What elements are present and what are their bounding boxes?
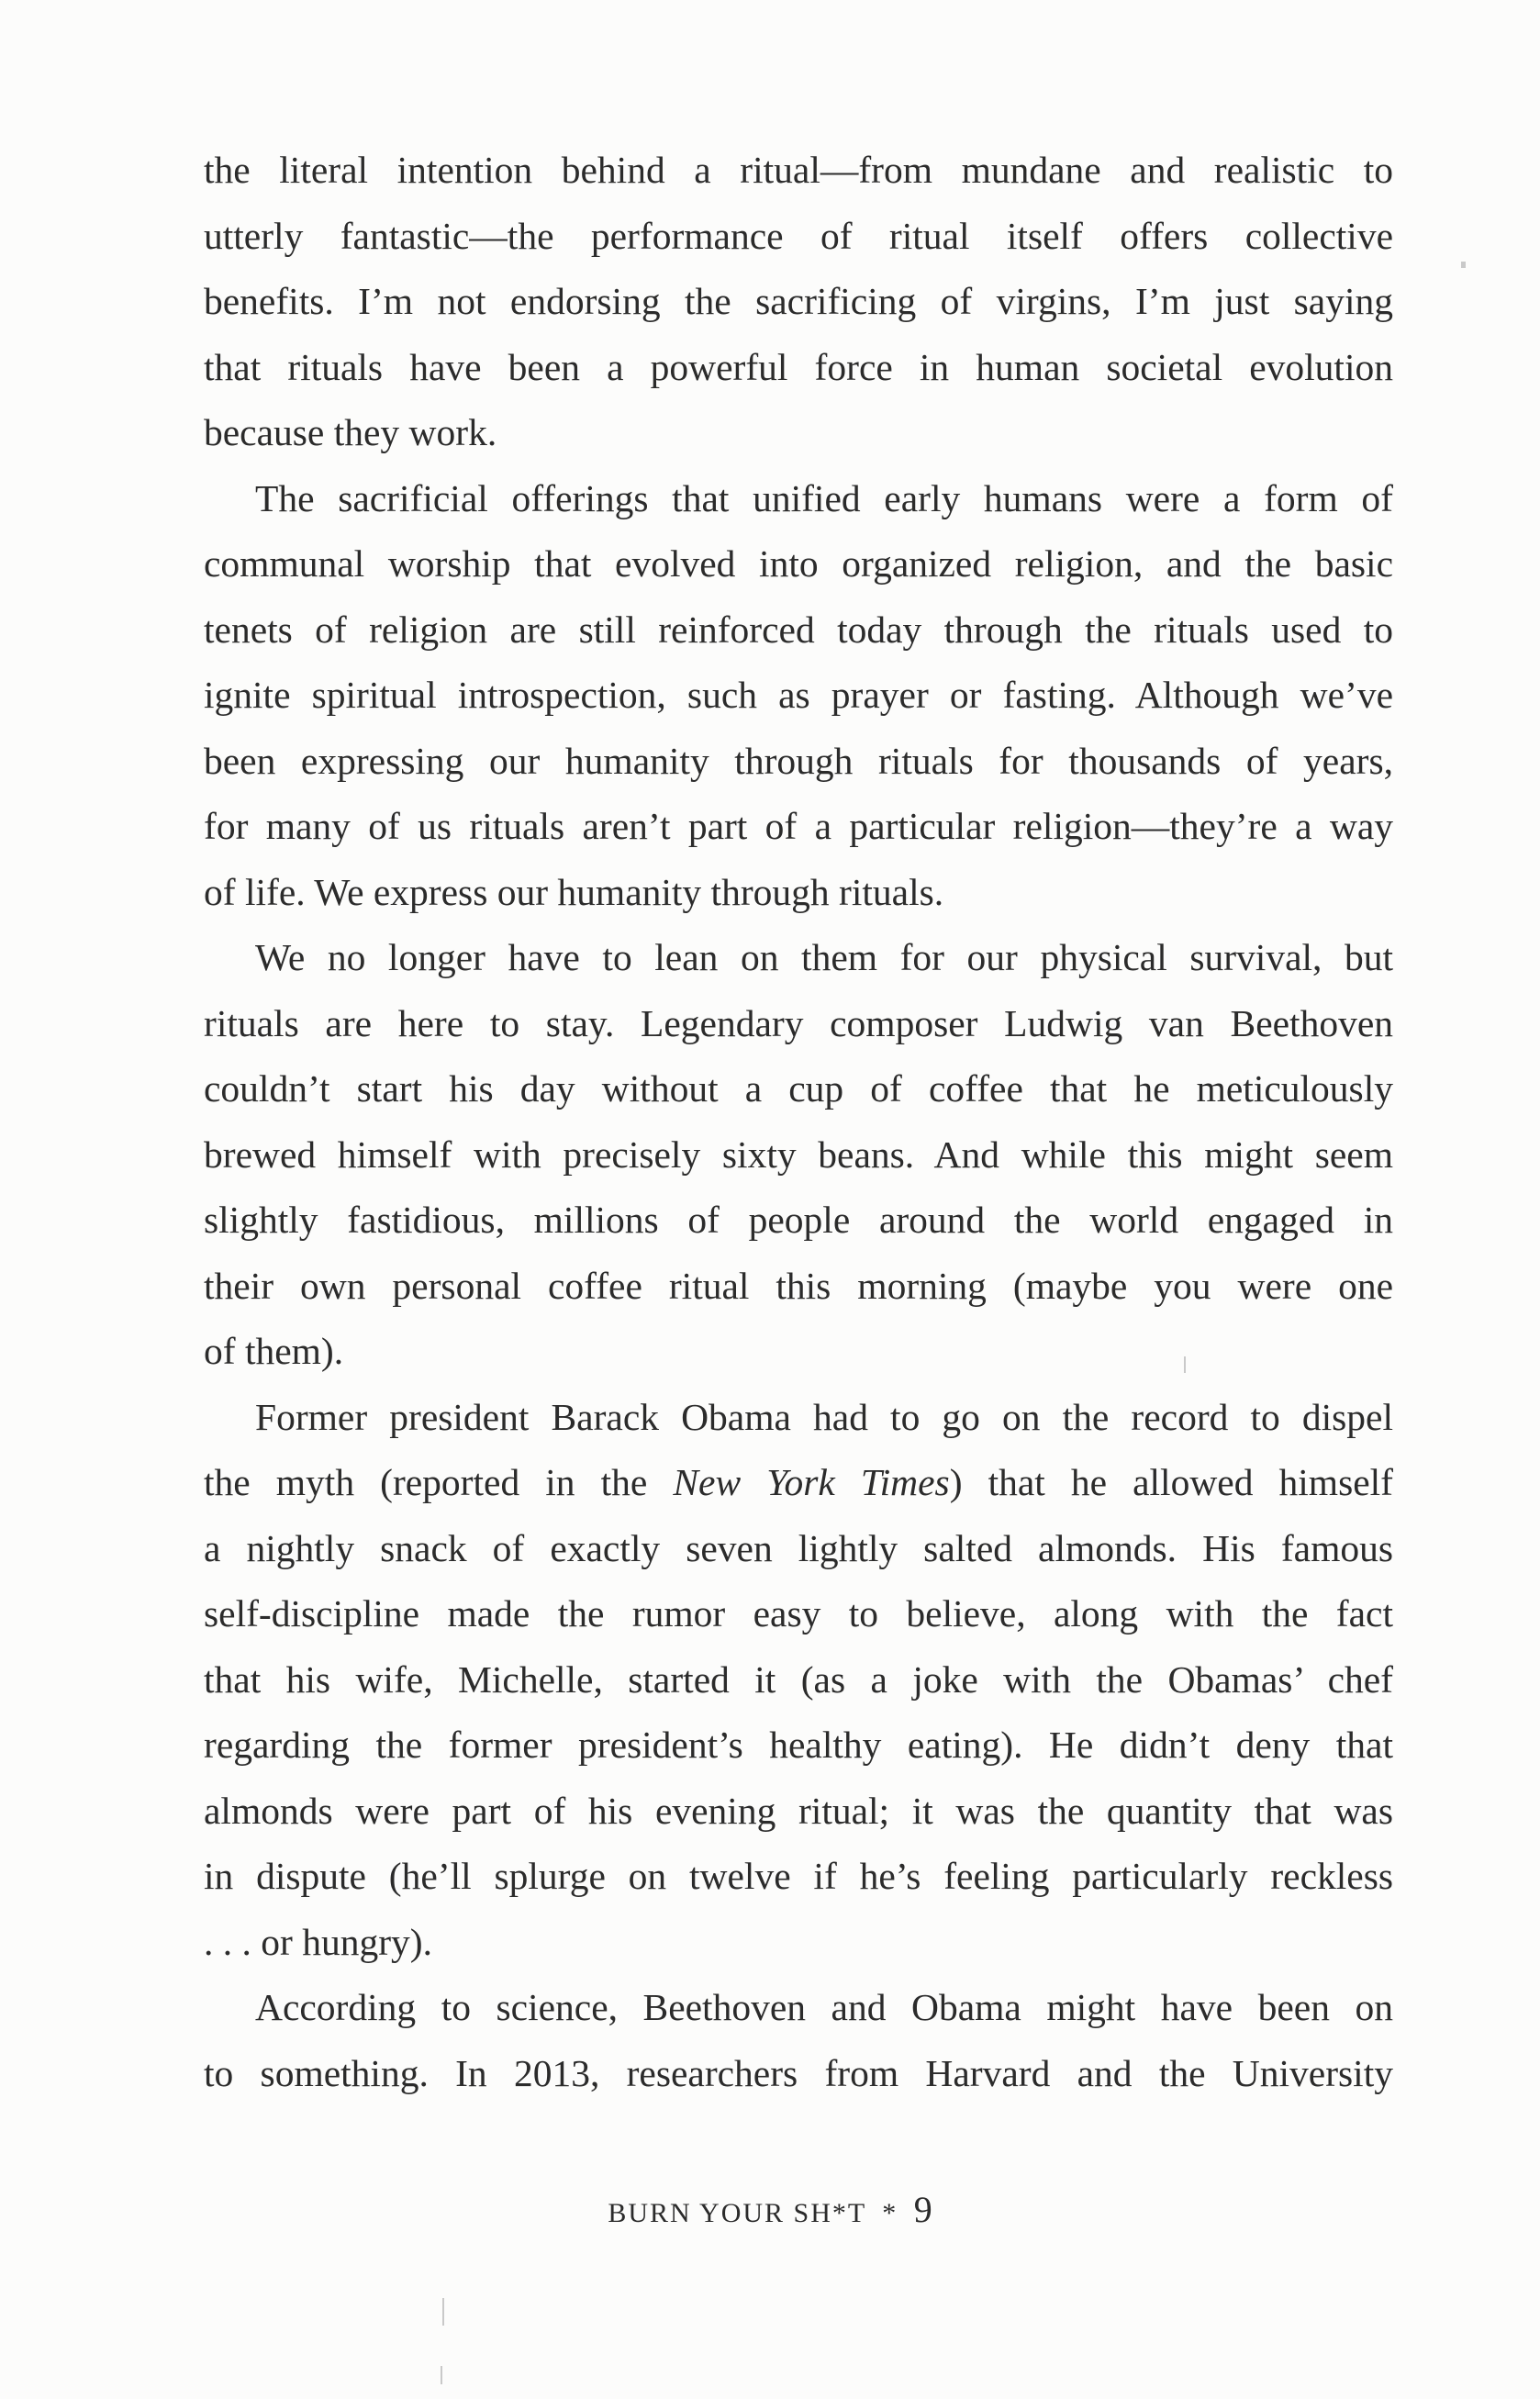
newspaper-title: New York Times	[673, 1461, 950, 1503]
paragraph-5	[204, 1975, 1393, 2106]
running-head: BURN YOUR SH*T	[608, 2198, 866, 2228]
page-number: 9	[913, 2189, 932, 2230]
text-line: self-discipline made the rumor easy to believe, along with the fact	[204, 1592, 1393, 1635]
separator-star: *	[882, 2198, 898, 2228]
text-line: the literal intention behind a ritual—from mundane and realistic to	[204, 149, 1393, 191]
body-text	[204, 138, 1393, 2106]
text-line: in dispute (he’ll splurge on twelve if he’s feeling particularly reckless	[204, 1855, 1393, 1897]
text-line-with-italic	[204, 1450, 1393, 1516]
text-line: communal worship that evolved into organized religion, and the basic	[204, 542, 1393, 585]
text-run: the myth (reported in the	[204, 1461, 674, 1503]
text-line: According to science, Beethoven and Obama might have been on	[255, 1986, 1393, 2028]
text-line: for many of us rituals aren’t part of a particular religion—they’re a way	[204, 805, 1393, 847]
text-line: The sacrificial offerings that unified early humans were a form of	[255, 476, 1393, 519]
scan-speck	[1461, 262, 1466, 268]
text-line: that his wife, Michelle, started it (as a joke with the Obamas’ chef	[204, 1657, 1393, 1701]
text-line: tenets of religion are still reinforced today through the rituals used to	[204, 608, 1393, 651]
text-line: rituals are here to stay. Legendary composer Ludwig van Beethoven	[204, 1001, 1393, 1044]
text-line: slightly fastidious, millions of people around the world engaged in	[204, 1199, 1393, 1241]
text-line: . . . or hungry).	[204, 1920, 432, 1963]
text-line: of them).	[204, 1330, 344, 1372]
paragraph-1	[204, 138, 1393, 466]
scan-speck	[1184, 1356, 1186, 1373]
page-footer	[0, 2188, 1540, 2231]
text-line: utterly fantastic—the performance of ritual itself offers collective	[204, 214, 1393, 257]
text-line: been expressing our humanity through rituals for thousands of years,	[204, 739, 1393, 782]
text-line: regarding the former president’s healthy eating). He didn’t deny that	[204, 1724, 1393, 1766]
scan-speck	[441, 2366, 442, 2384]
text-line: We no longer have to lean on them for our physical survival, but	[255, 936, 1393, 978]
text-line: a nightly snack of exactly seven lightly salted almonds. His famous	[204, 1526, 1393, 1569]
text-line: because they work.	[204, 411, 497, 453]
text-line: ignite spiritual introspection, such as prayer or fasting. Although we’ve	[204, 674, 1393, 716]
text-line: benefits. I’m not endorsing the sacrificing of virgins, I’m just saying	[204, 280, 1393, 322]
text-line: brewed himself with precisely sixty beans. And while this might seem	[204, 1133, 1393, 1176]
paragraph-2	[204, 466, 1393, 926]
paragraph-3	[204, 925, 1393, 1385]
text-line: to something. In 2013, researchers from Harvard and the University	[204, 2051, 1393, 2094]
paragraph-4	[204, 1385, 1393, 1976]
text-run: ) that he allowed himself	[949, 1461, 1393, 1503]
text-line: couldn’t start his day without a cup of coffee that he meticulously	[204, 1067, 1393, 1110]
text-line: of life. We express our humanity through rituals.	[204, 870, 944, 913]
scan-speck	[442, 2298, 444, 2326]
text-line: almonds were part of his evening ritual; it was the quantity that was	[204, 1789, 1393, 1832]
text-line: Former president Barack Obama had to go on the record to dispel	[255, 1395, 1393, 1438]
text-line: their own personal coffee ritual this morning (maybe you were one	[204, 1264, 1393, 1307]
text-line: that rituals have been a powerful force in human societal evolution	[204, 345, 1393, 388]
